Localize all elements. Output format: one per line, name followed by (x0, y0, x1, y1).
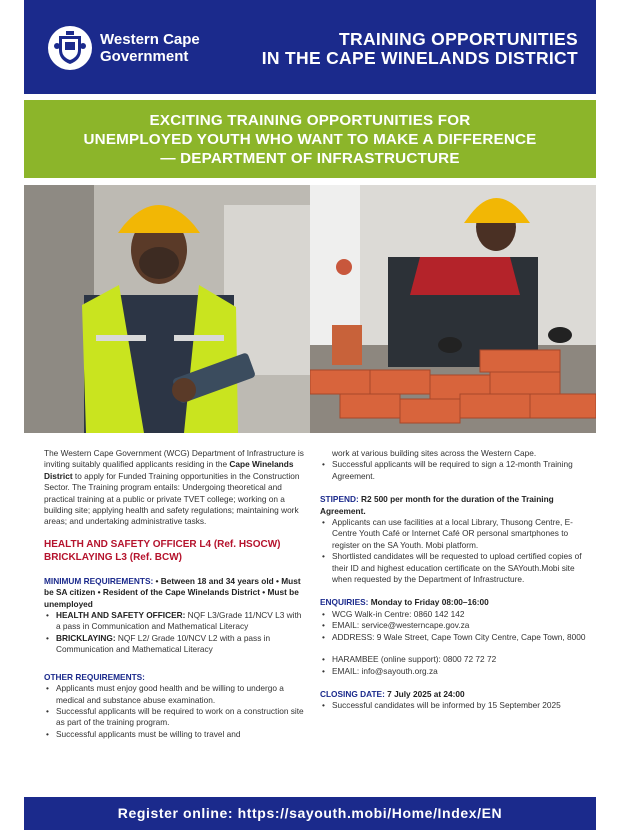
list-item: • Applicants must enjoy good health and be willing to undergo a medical and substance abuse examination. (44, 683, 304, 706)
register-online-link[interactable]: Register online: https://sayouth.mobi/Home/Index/EN (24, 797, 596, 830)
stipend-list (320, 517, 588, 585)
stipend (320, 494, 588, 517)
min-requirements (44, 576, 304, 610)
position-hso: HEALTH AND SAFETY OFFICER L4 (Ref. HSOCW) (44, 538, 281, 550)
positions-heading (44, 538, 304, 564)
list-item: • Applicants can use facilities at a local Library, Thusong Centre, E-Centre Youth Café or Internet Café OR personal smartphones to register on the SA Youth. Mobi platform. (320, 517, 588, 551)
banner-line-2: UNEMPLOYED YOUTH WHO WANT TO MAKE A DIFFERENCE (83, 131, 537, 148)
left-column (44, 448, 304, 740)
list-item: • Shortlisted candidates will be requested to upload certified copies of their ID and highest education certificate on the SAYouth.Mobi site when requested by the Department of Infrastructure. (320, 551, 588, 585)
agreement-list (320, 459, 588, 482)
coat-of-arms-icon (48, 26, 92, 70)
closing-date-value: 7 July 2025 at 24:00 (384, 688, 465, 699)
other-req-heading: OTHER REQUIREMENTS: (44, 671, 145, 682)
item-label: HEALTH AND SAFETY OFFICER: (56, 610, 186, 621)
intro-text-2: to apply for Funded Training opportunities in the Construction Sector. The Training program entails: Undergoing theoretical and practical training at a public or private TVET college; working on a building site; applying health and safety regulations; maintaining work areas; and undertaking administrative tasks. (44, 470, 300, 527)
other-req-list (44, 683, 304, 740)
list-item (44, 633, 304, 656)
item-text: NQF L2/ Grade 10/NCV L2 with a pass in Communication and Mathematical Literacy (56, 632, 271, 655)
position-bricklaying: BRICKLAYING L3 (Ref. BCW) (44, 551, 182, 563)
item-label: BRICKLAYING: (56, 632, 116, 643)
closing-date (320, 689, 588, 700)
item-text: NQF L3/Grade 11/NCV L3 with a pass in Communication and Mathematical Literacy (56, 610, 302, 632)
list-item: • EMAIL: service@westerncape.gov.za (320, 620, 588, 631)
title-line-1: TRAINING OPPORTUNITIES (339, 29, 578, 49)
enquiries-hours: Monday to Friday 08:00–16:00 (368, 597, 489, 608)
continuation-text: work at various building sites across the Western Cape. (332, 448, 537, 458)
logo-line-1: Western Cape (100, 31, 200, 48)
harambee-list (320, 654, 588, 677)
list-item: • ADDRESS: 9 Wale Street, Cape Town City Centre, Cape Town, 8000 (320, 632, 588, 643)
intro-district: Cape Winelands District (44, 459, 294, 481)
list-item: • Successful applicants will be required to sign a 12-month Training Agreement. (320, 459, 588, 482)
photo-strip (24, 185, 596, 433)
enquiries (320, 597, 588, 608)
list-item: • Successful applicants must be willing to travel and (44, 729, 304, 740)
enquiries-label: ENQUIRIES: (320, 597, 369, 608)
banner-line-3: — DEPARTMENT OF INFRASTRUCTURE (160, 150, 460, 167)
wcg-logo (48, 26, 200, 70)
min-req-criteria: • Between 18 and 34 years old • Must be SA citizen • Resident of the Cape Winelands District • Must be unemployed (44, 575, 301, 609)
intro-paragraph (44, 448, 304, 528)
banner-line-1: EXCITING TRAINING OPPORTUNITIES FOR (149, 112, 471, 129)
min-req-list (44, 610, 304, 656)
bricklayer-photo (310, 185, 596, 433)
list-item: • Successful applicants will be required to work on a construction site as part of the training program. (44, 706, 304, 729)
list-item: • Successful candidates will be informed by 15 September 2025 (320, 700, 588, 711)
closing-label: CLOSING DATE: (320, 688, 385, 699)
logo-text (100, 31, 200, 65)
list-item: • WCG Walk-in Centre: 0860 142 142 (320, 609, 588, 620)
right-column (320, 448, 588, 712)
stipend-label: STIPEND: (320, 494, 359, 505)
list-item: • EMAIL: info@sayouth.org.za (320, 666, 588, 677)
intro-text-1: The Western Cape Government (WCG) Department of Infrastructure is inviting suitably qualified applicants residing in the (44, 448, 304, 470)
headline-banner (24, 100, 596, 178)
page-title (262, 30, 578, 68)
enquiries-list (320, 609, 588, 643)
title-line-2: IN THE CAPE WINELANDS DISTRICT (261, 48, 578, 68)
min-req-heading: MINIMUM REQUIREMENTS: (44, 575, 154, 586)
stipend-text: R2 500 per month for the duration of the Training Agreement. (320, 494, 554, 516)
closing-list (320, 700, 588, 711)
header-bar (24, 0, 596, 94)
safety-officer-photo (24, 185, 310, 433)
list-item (44, 610, 304, 633)
list-item: • HARAMBEE (online support): 0800 72 72 72 (320, 654, 588, 665)
logo-line-2: Government (100, 48, 189, 65)
